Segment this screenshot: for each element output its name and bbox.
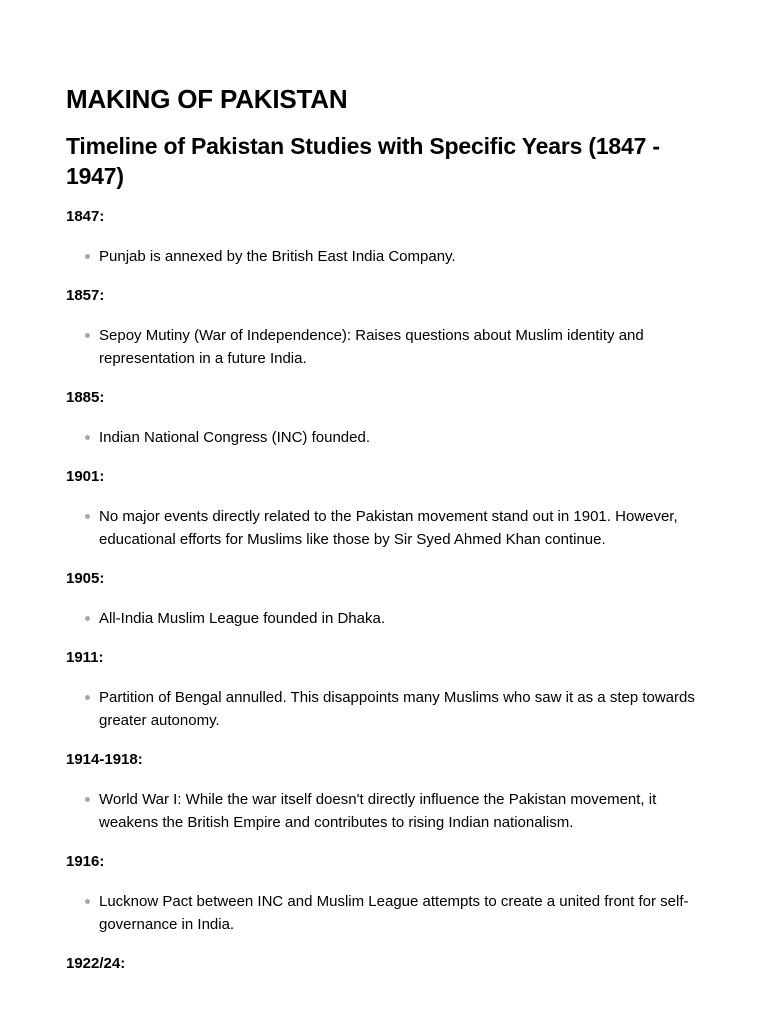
bullet-icon xyxy=(85,695,90,700)
timeline-entry xyxy=(66,952,716,976)
event-item xyxy=(66,505,716,551)
event-list xyxy=(66,505,716,551)
event-text: Indian National Congress (INC) founded. xyxy=(99,429,370,446)
event-text: Partition of Bengal annulled. This disappoints many Muslims who saw it as a step towards greater autonomy. xyxy=(99,689,695,729)
event-list xyxy=(66,686,716,732)
event-text: World War I: While the war itself doesn't directly influence the Pakistan movement, it weakens the British Empire and contributes to rising Indian nationalism. xyxy=(99,791,657,831)
bullet-icon xyxy=(85,797,90,802)
bullet-icon xyxy=(85,435,90,440)
event-item xyxy=(66,686,716,732)
timeline-entry xyxy=(66,386,716,449)
event-text: Lucknow Pact between INC and Muslim League attempts to create a united front for self-governance in India. xyxy=(99,893,689,933)
timeline-entry xyxy=(66,646,716,732)
timeline-year: 1885: xyxy=(66,389,105,406)
timeline-entry xyxy=(66,567,716,630)
document-subtitle: Timeline of Pakistan Studies with Specific Years (1847 - 1947) xyxy=(66,133,660,189)
timeline-year: 1914-1918: xyxy=(66,751,143,768)
bullet-icon xyxy=(85,616,90,621)
event-list xyxy=(66,607,716,630)
bullet-icon xyxy=(85,333,90,338)
document-title: MAKING OF PAKISTAN xyxy=(66,84,348,114)
event-item xyxy=(66,607,716,630)
event-list xyxy=(66,245,716,268)
event-list xyxy=(66,324,716,370)
bullet-icon xyxy=(85,899,90,904)
timeline-year: 1922/24: xyxy=(66,955,126,972)
timeline xyxy=(66,205,716,976)
event-text: Sepoy Mutiny (War of Independence): Raises questions about Muslim identity and representation in a future India. xyxy=(99,327,644,367)
event-text: All-India Muslim League founded in Dhaka. xyxy=(99,610,386,627)
timeline-entry xyxy=(66,850,716,936)
event-text: No major events directly related to the Pakistan movement stand out in 1901. However, educational efforts for Muslims like those by Sir Syed Ahmed Khan continue. xyxy=(99,508,678,548)
timeline-entry xyxy=(66,465,716,551)
event-item xyxy=(66,890,716,936)
timeline-year: 1905: xyxy=(66,570,105,587)
timeline-entry xyxy=(66,284,716,370)
event-text: Punjab is annexed by the British East India Company. xyxy=(99,248,456,265)
event-item xyxy=(66,324,716,370)
timeline-year: 1916: xyxy=(66,853,105,870)
bullet-icon xyxy=(85,514,90,519)
event-list xyxy=(66,890,716,936)
event-item xyxy=(66,245,716,268)
event-list xyxy=(66,788,716,834)
timeline-year: 1847: xyxy=(66,208,105,225)
event-list xyxy=(66,426,716,449)
timeline-year: 1857: xyxy=(66,287,105,304)
timeline-year: 1911: xyxy=(66,649,104,666)
timeline-entry xyxy=(66,205,716,268)
timeline-entry xyxy=(66,748,716,834)
timeline-year: 1901: xyxy=(66,468,105,485)
event-item xyxy=(66,426,716,449)
bullet-icon xyxy=(85,254,90,259)
event-item xyxy=(66,788,716,834)
